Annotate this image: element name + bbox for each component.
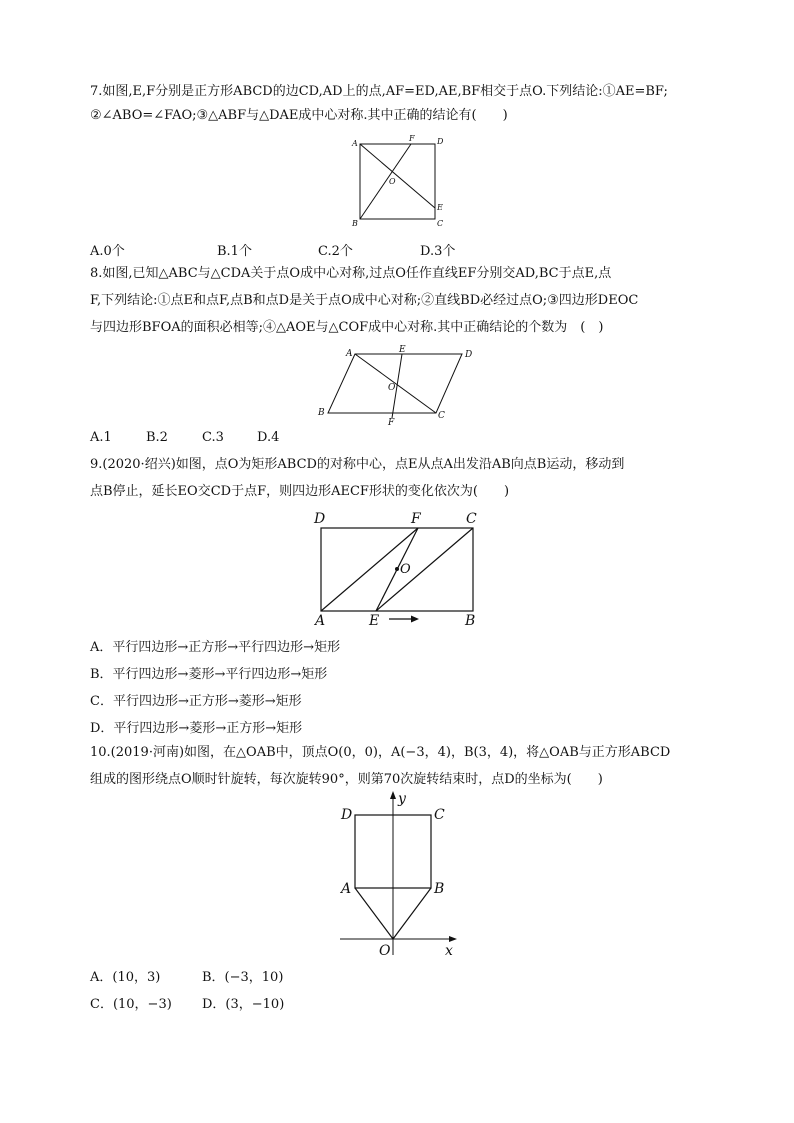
q10-segment-oa (355, 888, 393, 939)
q8-diagonal-ac (355, 354, 436, 413)
q7-label-e: E (437, 203, 443, 212)
q8-text-line1: 8.如图,已知△ABC与△CDA关于点O成中心对称,过点O任作直线EF分别交AD,BC于点E,点 (90, 266, 612, 281)
q8-label-e: E (399, 345, 406, 355)
q7-text-line2: ②∠ABO=∠FAO;③△ABF与△DAE成中心对称.其中正确的结论有( ) (90, 108, 508, 123)
q10-label-y: y (398, 791, 406, 807)
q10-option-b: B．(−3，10) (202, 970, 284, 985)
q8-label-a: A (346, 349, 353, 359)
q10-option-a: A．(10，3) (90, 970, 161, 985)
q7-label-o: O (389, 177, 396, 186)
q10-option-c: C．(10，−3) (90, 997, 172, 1012)
q7-figure-square (340, 130, 450, 230)
q9-label-d: D (314, 511, 326, 527)
q8-figure-parallelogram (310, 343, 490, 428)
q7-option-b: B.1个 (217, 244, 252, 259)
q10-option-d: D．(3，−10) (202, 997, 285, 1012)
q10-label-d: D (341, 807, 353, 823)
q7-label-a: A (352, 139, 358, 148)
q7-label-c: C (437, 219, 444, 228)
q7-option-c: C.2个 (318, 244, 353, 259)
q9-label-e: E (369, 613, 380, 629)
q9-text-line1: 9.(2020·绍兴)如图，点O为矩形ABCD的对称中心，点E从点A出发沿AB向点B运动，移动到 (90, 457, 625, 472)
q10-label-x: x (445, 943, 453, 959)
q9-segment-ec (376, 528, 473, 611)
q9-label-o: O (400, 562, 411, 577)
q8-label-o: O (388, 383, 396, 393)
q8-label-c: C (438, 411, 445, 421)
q8-text-line2: F,下列结论:①点E和点F,点B和点D是关于点O成中心对称;②直线BD必经过点O;③四边形DEOC (90, 293, 639, 308)
q10-label-c: C (434, 807, 445, 823)
q8-label-b: B (318, 408, 325, 418)
q10-y-arrow (390, 791, 396, 799)
q9-arrow-head (411, 616, 419, 623)
q8-option-b: B.2 (146, 430, 168, 445)
q10-text-line1: 10.(2019·河南)如图，在△OAB中，顶点O(0，0)，A(−3，4)，B(3，4)，将△OAB与正方形ABCD (90, 745, 671, 760)
q7-label-d: D (437, 137, 444, 146)
q9-figure-rectangle (300, 505, 500, 630)
q8-option-d: D.4 (257, 430, 280, 445)
q9-label-c: C (466, 511, 477, 527)
q7-text-line1: 7.如图,E,F分别是正方形ABCD的边CD,AD上的点,AF=ED,AE,BF相交于点O.下列结论:①AE=BF; (90, 84, 668, 99)
q9-option-c: C．平行四边形→正方形→菱形→矩形 (90, 694, 302, 709)
q10-segment-ob (393, 888, 431, 939)
q10-label-o: O (379, 943, 391, 959)
q9-option-a: A．平行四边形→正方形→平行四边形→矩形 (90, 640, 341, 655)
q7-segment-ae (360, 144, 435, 208)
q8-label-f: F (388, 418, 395, 428)
q8-option-c: C.3 (202, 430, 224, 445)
q9-point-o (395, 567, 399, 571)
q7-square (360, 144, 435, 219)
q9-label-f: F (411, 511, 421, 527)
q8-label-d: D (465, 350, 473, 360)
q7-option-a: A.0个 (90, 244, 125, 259)
q10-figure-axes (330, 785, 470, 960)
q9-option-d: D．平行四边形→菱形→正方形→矩形 (90, 721, 303, 736)
q10-label-a: A (341, 881, 352, 897)
q8-option-a: A.1 (90, 430, 112, 445)
q9-label-a: A (315, 613, 326, 629)
q9-text-line2: 点B停止，延长EO交CD于点F，则四边形AECF形状的变化依次为( ) (90, 484, 510, 499)
q10-x-arrow (449, 936, 457, 942)
q10-label-b: B (434, 881, 445, 897)
q10-text-line2: 组成的图形绕点O顺时针旋转，每次旋转90°，则第70次旋转结束时，点D的坐标为( ) (90, 772, 603, 787)
q7-option-d: D.3个 (420, 244, 456, 259)
q7-label-f: F (409, 134, 415, 143)
q9-option-b: B．平行四边形→菱形→平行四边形→矩形 (90, 667, 328, 682)
q9-label-b: B (465, 613, 476, 629)
q8-text-line3: 与四边形BFOA的面积必相等;④△AOE与△COF成中心对称.其中正确结论的个数为 ( ) (90, 320, 604, 335)
q7-label-b: B (352, 219, 358, 228)
